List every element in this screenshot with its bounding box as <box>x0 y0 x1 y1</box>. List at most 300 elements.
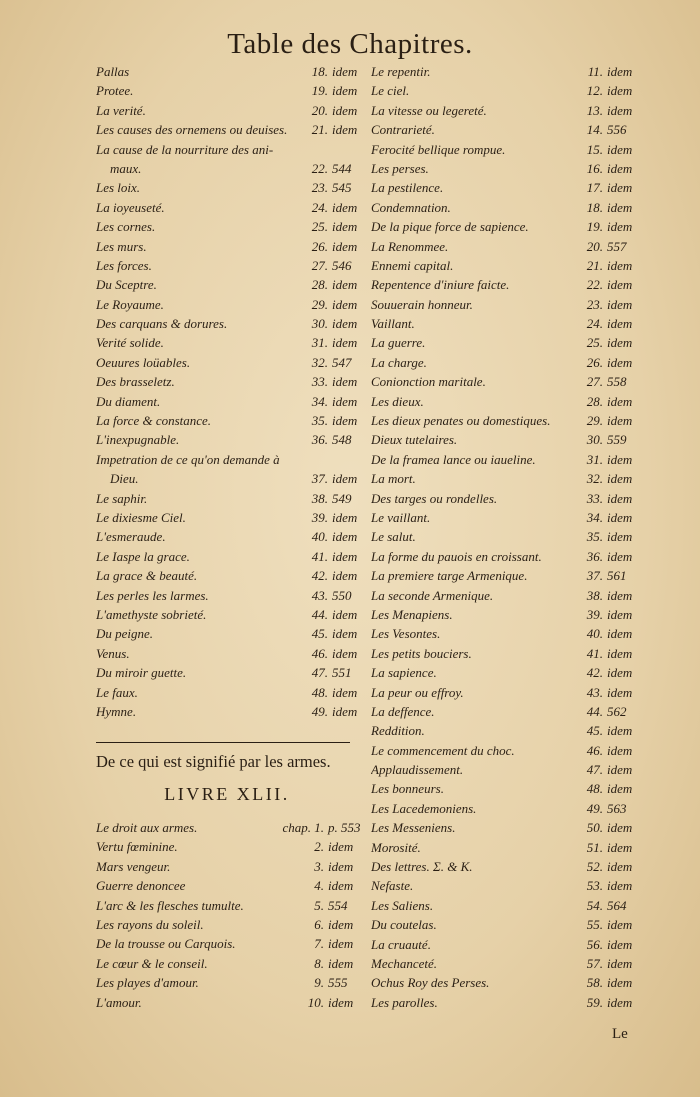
entry-chapter: 39. <box>311 509 328 525</box>
toc-entry <box>371 529 641 548</box>
toc-entry <box>96 549 362 568</box>
entry-title: Venus. <box>96 645 130 661</box>
toc-entry <box>371 335 641 354</box>
toc-entry <box>371 200 641 219</box>
entry-title: Le vaillant. <box>371 509 431 525</box>
entry-title: Du coutelas. <box>371 917 437 933</box>
entry-page: idem <box>332 606 358 622</box>
toc-entry <box>96 335 362 354</box>
entry-chapter: 21. <box>311 122 328 138</box>
toc-entry <box>96 471 362 490</box>
entry-page: 550 <box>332 587 352 603</box>
entry-title: Pallas <box>96 64 130 79</box>
entry-chapter: 36. <box>586 548 603 564</box>
toc-entry <box>371 239 641 258</box>
entry-title: Souuerain honneur. <box>371 296 473 312</box>
entry-chapter: 2. <box>314 839 324 855</box>
entry-page: idem <box>332 548 358 564</box>
entry-title: Le repentir. <box>371 64 431 79</box>
toc-entry <box>371 491 641 510</box>
entry-page: idem <box>607 781 633 797</box>
entry-title: L'esmeraude. <box>96 529 166 545</box>
entry-chapter: 33. <box>586 490 603 506</box>
entry-page: idem <box>332 509 358 525</box>
toc-entry <box>371 374 641 393</box>
toc-entry <box>96 297 362 316</box>
entry-chapter: 22. <box>311 160 328 176</box>
toc-entry <box>96 219 362 238</box>
entry-chapter: 53. <box>586 878 603 894</box>
toc-entry <box>96 258 362 277</box>
entry-page: idem <box>332 122 358 138</box>
entry-title: Les Messeniens. <box>371 820 456 836</box>
entry-title: Les causes des ornemens ou deuises. <box>96 122 288 138</box>
entry-chapter: 18. <box>311 64 328 79</box>
entry-chapter: 11. <box>587 64 603 79</box>
entry-page: idem <box>607 684 633 700</box>
entry-title: L'arc & les flesches tumulte. <box>96 897 244 913</box>
entry-title: Vertu fœminine. <box>96 839 178 855</box>
entry-title: La ioyeuseté. <box>96 199 165 215</box>
entry-title: Verité solide. <box>96 335 164 351</box>
entry-title: Du Sceptre. <box>96 277 157 293</box>
entry-chapter: 35. <box>311 413 328 429</box>
entry-chapter: 41. <box>586 645 603 661</box>
entry-page: idem <box>607 316 633 332</box>
toc-entry <box>371 103 641 122</box>
entry-chapter: 12. <box>586 83 603 99</box>
entry-title: Les Lacedemoniens. <box>371 800 477 816</box>
entry-chapter: 30. <box>586 432 603 448</box>
entry-page: idem <box>332 64 358 79</box>
entry-page: idem <box>607 878 633 894</box>
toc-entry <box>371 995 641 1014</box>
entry-title: De la pique force de sapience. <box>371 219 529 235</box>
entry-page: 559 <box>607 432 627 448</box>
entry-chapter: 32. <box>586 471 603 487</box>
toc-entry <box>96 374 362 393</box>
toc-entry <box>371 258 641 277</box>
entry-title: Le ciel. <box>371 83 410 99</box>
toc-entry <box>371 975 641 994</box>
entry-title: Les parolles. <box>371 994 438 1010</box>
toc-entry <box>96 239 362 258</box>
entry-title: maux. <box>110 160 142 176</box>
entry-title: Les Vesontes. <box>371 626 441 642</box>
entry-page: idem <box>332 374 358 390</box>
entry-page: idem <box>332 316 358 332</box>
toc-entry <box>371 471 641 490</box>
toc-entry <box>371 646 641 665</box>
entry-title: Les murs. <box>96 238 147 254</box>
toc-entry <box>96 64 362 83</box>
entry-page: 558 <box>607 374 627 390</box>
entry-chapter: 25. <box>311 219 328 235</box>
entry-chapter: 21. <box>586 257 603 273</box>
entry-page: idem <box>607 994 633 1010</box>
entry-page: 546 <box>332 257 352 273</box>
entry-title: La grace & beauté. <box>96 568 198 584</box>
toc-entry <box>96 491 362 510</box>
toc-entry <box>96 103 362 122</box>
entry-page: 556 <box>607 122 627 138</box>
entry-title: La peur ou effroy. <box>371 684 464 700</box>
toc-entry <box>371 607 641 626</box>
entry-page: idem <box>607 955 633 971</box>
catchword: Le <box>612 1026 628 1042</box>
entry-page: idem <box>607 626 633 642</box>
toc-entry <box>371 762 641 781</box>
toc-entry <box>371 937 641 956</box>
entry-chapter: 47. <box>586 762 603 778</box>
entry-page: idem <box>328 955 354 971</box>
entry-page: idem <box>607 413 633 429</box>
entry-page: idem <box>607 975 633 991</box>
entry-chapter: 44. <box>586 703 603 719</box>
entry-title: Vaillant. <box>371 316 415 332</box>
entry-chapter: 48. <box>311 684 328 700</box>
entry-page: idem <box>607 490 633 506</box>
entry-title: Reddition. <box>371 723 425 739</box>
entry-title: Les perles les larmes. <box>96 587 209 603</box>
entry-title: Les perses. <box>371 160 429 176</box>
toc-entry <box>371 704 641 723</box>
entry-title: La cause de la nourriture des ani- <box>96 141 274 157</box>
entry-page: idem <box>328 936 354 952</box>
entry-chapter: 45. <box>311 626 328 642</box>
entry-title: Contrarieté. <box>371 122 435 138</box>
entry-page: idem <box>332 626 358 642</box>
entry-page: idem <box>607 296 633 312</box>
entry-title: Le salut. <box>371 529 416 545</box>
entry-chapter: 38. <box>586 587 603 603</box>
toc-entry <box>371 840 641 859</box>
entry-chapter: 7. <box>314 936 324 952</box>
entry-chapter: 26. <box>586 354 603 370</box>
entry-title: Conionction maritale. <box>371 374 486 390</box>
toc-entry <box>96 161 362 180</box>
toc-entry <box>96 665 362 684</box>
entry-page: idem <box>607 936 633 952</box>
toc-entry <box>371 219 641 238</box>
entry-chapter: 24. <box>586 316 603 332</box>
entry-title: De la framea lance ou iaueline. <box>371 451 536 467</box>
toc-entry <box>371 898 641 917</box>
toc-entry <box>96 878 362 897</box>
entry-chapter: 49. <box>311 703 328 719</box>
entry-page: idem <box>328 858 354 874</box>
entry-chapter: 27. <box>586 374 603 390</box>
entry-title: La Renommee. <box>371 238 449 254</box>
entry-page: 548 <box>332 432 352 448</box>
entry-title: Mechanceté. <box>371 955 438 971</box>
entry-page: 549 <box>332 490 352 506</box>
toc-entry <box>371 297 641 316</box>
toc-entry <box>96 936 362 955</box>
entry-chapter: 31. <box>311 335 328 351</box>
entry-title: Dieu. <box>110 471 139 487</box>
entry-page: idem <box>607 606 633 622</box>
entry-page: idem <box>332 568 358 584</box>
entry-chapter: 34. <box>311 393 328 409</box>
entry-title: Hymne. <box>96 703 137 719</box>
entry-chapter: 35. <box>586 529 603 545</box>
entry-page: idem <box>607 219 633 235</box>
entry-page: idem <box>607 141 633 157</box>
entry-page: 563 <box>607 800 627 816</box>
entry-chapter: 59. <box>586 994 603 1010</box>
entry-chapter: 40. <box>311 529 328 545</box>
entry-title: Le saphir. <box>96 490 148 506</box>
entry-page: 564 <box>607 897 627 913</box>
entry-page: idem <box>332 83 358 99</box>
entry-title: L'inexpugnable. <box>96 432 180 448</box>
entry-title: Le droit aux armes. <box>96 820 198 835</box>
entry-page: idem <box>328 839 354 855</box>
toc-entry <box>371 588 641 607</box>
entry-page: idem <box>607 451 633 467</box>
toc-entry <box>371 64 641 83</box>
entry-chapter: 16. <box>586 160 603 176</box>
entry-title: La cruauté. <box>371 936 431 952</box>
entry-chapter: 22. <box>586 277 603 293</box>
toc-entry <box>371 626 641 645</box>
entry-page: idem <box>332 102 358 118</box>
entry-title: La deffence. <box>371 703 435 719</box>
entry-title: Morosité. <box>371 839 421 855</box>
section-heading: De ce qui est signifié par les armes. <box>96 752 331 771</box>
entry-title: La force & constance. <box>96 413 212 429</box>
entry-title: Les dieux. <box>371 393 424 409</box>
entry-page: idem <box>332 199 358 215</box>
entry-chapter: 10. <box>307 994 324 1010</box>
entry-title: Les Saliens. <box>371 897 434 913</box>
entry-title: Des brasseletz. <box>96 374 175 390</box>
entry-chapter: 6. <box>314 916 324 932</box>
entry-chapter: 13. <box>586 102 603 118</box>
entry-title: La pestilence. <box>371 180 444 196</box>
entry-title: Les forces. <box>96 257 152 273</box>
toc-entry <box>371 413 641 432</box>
entry-chapter: 3. <box>314 858 324 874</box>
toc-entry <box>96 432 362 451</box>
entry-title: La sapience. <box>371 665 437 681</box>
entry-title: La charge. <box>371 354 427 370</box>
toc-entry <box>371 142 641 161</box>
entry-page: 545 <box>332 180 352 196</box>
entry-page: idem <box>607 587 633 603</box>
toc-entry <box>371 510 641 529</box>
entry-chapter: 37. <box>586 568 603 584</box>
entry-chapter: 15. <box>586 141 603 157</box>
toc-entry <box>371 161 641 180</box>
toc-entry <box>96 510 362 529</box>
entry-chapter: 56. <box>586 936 603 952</box>
entry-chapter: 47. <box>311 665 328 681</box>
entry-page: idem <box>332 684 358 700</box>
entry-page: 555 <box>328 975 348 991</box>
entry-title: Les petits bouciers. <box>371 645 472 661</box>
toc-entry <box>96 142 362 161</box>
toc-entry <box>96 355 362 374</box>
entry-page: idem <box>607 645 633 661</box>
toc-entry <box>96 277 362 296</box>
toc-entry <box>96 122 362 141</box>
entry-chapter: 9. <box>314 975 324 991</box>
entry-page: idem <box>332 335 358 351</box>
toc-entry <box>96 956 362 975</box>
entry-chapter: 48. <box>586 781 603 797</box>
entry-chapter: 4. <box>314 878 324 894</box>
entry-page: idem <box>607 335 633 351</box>
entry-page: idem <box>607 839 633 855</box>
entry-chapter: 26. <box>311 238 328 254</box>
entry-title: Ennemi capital. <box>371 257 454 273</box>
entry-chapter: 34. <box>586 509 603 525</box>
toc-entry <box>96 568 362 587</box>
entry-chapter: 46. <box>586 742 603 758</box>
entry-page: idem <box>328 994 354 1010</box>
entry-chapter: 46. <box>311 645 328 661</box>
entry-chapter: 52. <box>586 859 603 875</box>
entry-title: Le dixiesme Ciel. <box>96 509 186 525</box>
entry-chapter: 18. <box>586 199 603 215</box>
toc-entry <box>371 180 641 199</box>
entry-chapter: 28. <box>311 277 328 293</box>
entry-chapter: 29. <box>311 296 328 312</box>
toc-entry <box>371 432 641 451</box>
toc-entry <box>96 898 362 917</box>
entry-chapter: 27. <box>311 257 328 273</box>
entry-page: idem <box>607 393 633 409</box>
toc-entry <box>371 743 641 762</box>
entry-title: La premiere targe Armenique. <box>371 568 528 584</box>
entry-chapter: 41. <box>311 548 328 564</box>
toc-entry <box>96 394 362 413</box>
entry-title: Les playes d'amour. <box>96 975 199 991</box>
entry-title: La forme du pauois en croissant. <box>371 548 542 564</box>
entry-chapter: 38. <box>311 490 328 506</box>
entry-page: idem <box>332 238 358 254</box>
entry-title: Des carquans & dorures. <box>96 316 228 332</box>
toc-entry <box>96 685 362 704</box>
entry-title: Le commencement du choc. <box>371 742 515 758</box>
entry-title: La guerre. <box>371 335 426 351</box>
entry-page: idem <box>332 393 358 409</box>
entry-page: idem <box>332 703 358 719</box>
entry-page: idem <box>607 548 633 564</box>
entry-chapter: 44. <box>311 606 328 622</box>
entry-page: idem <box>607 354 633 370</box>
entry-chapter: 37. <box>311 471 328 487</box>
entry-chapter: 55. <box>586 917 603 933</box>
entry-page: idem <box>607 277 633 293</box>
toc-entry <box>96 704 362 723</box>
entry-page: idem <box>607 723 633 739</box>
entry-title: La verité. <box>96 102 146 118</box>
toc-entry <box>96 588 362 607</box>
entry-chapter: 25. <box>586 335 603 351</box>
entry-chapter: 43. <box>311 587 328 603</box>
entry-page: idem <box>607 180 633 196</box>
entry-title: Dieux tutelaires. <box>371 432 458 448</box>
entry-page: idem <box>607 820 633 836</box>
entry-page: 544 <box>332 160 352 176</box>
entry-page: 557 <box>607 238 627 254</box>
entry-title: Les dieux penates ou domestiques. <box>371 413 551 429</box>
entry-page: idem <box>607 199 633 215</box>
toc-entry <box>96 820 362 839</box>
toc-entry <box>96 917 362 936</box>
entry-chapter: 51. <box>586 839 603 855</box>
toc-entry <box>96 995 362 1014</box>
entry-chapter: 45. <box>586 723 603 739</box>
entry-title: Les cornes. <box>96 219 156 235</box>
entry-chapter: 19. <box>586 219 603 235</box>
entry-chapter: chap. 1. <box>282 820 324 835</box>
entry-page: idem <box>332 296 358 312</box>
entry-title: Le faux. <box>96 684 138 700</box>
entry-chapter: 8. <box>314 955 324 971</box>
entry-chapter: 58. <box>586 975 603 991</box>
toc-entry <box>371 820 641 839</box>
toc-entry <box>96 607 362 626</box>
toc-entry <box>371 665 641 684</box>
toc-entry <box>96 859 362 878</box>
entry-chapter: 30. <box>311 316 328 332</box>
entry-page: idem <box>607 160 633 176</box>
entry-title: Applaudissement. <box>371 762 464 778</box>
toc-entry <box>96 200 362 219</box>
toc-entry <box>96 413 362 432</box>
entry-chapter: 54. <box>586 897 603 913</box>
entry-page: idem <box>607 665 633 681</box>
entry-title: Protee. <box>96 83 134 99</box>
left-column <box>96 64 362 723</box>
entry-page: idem <box>328 878 354 894</box>
entry-chapter: 42. <box>311 568 328 584</box>
entry-chapter: 23. <box>586 296 603 312</box>
toc-entry <box>371 956 641 975</box>
entry-chapter: 19. <box>311 83 328 99</box>
entry-title: Ferocité bellique rompue. <box>371 141 506 157</box>
entry-title: Du miroir guette. <box>96 665 187 681</box>
entry-title: Oeuures loüables. <box>96 354 191 370</box>
entry-title: La vitesse ou legereté. <box>371 102 487 118</box>
entry-chapter: 57. <box>586 955 603 971</box>
toc-entry <box>371 723 641 742</box>
entry-chapter: 42. <box>586 665 603 681</box>
book-label: LIVRE XLII. <box>164 784 290 804</box>
entry-chapter: 40. <box>586 626 603 642</box>
entry-page: idem <box>607 83 633 99</box>
entry-page: idem <box>607 742 633 758</box>
toc-entry <box>371 859 641 878</box>
entry-chapter: 49. <box>586 800 603 816</box>
toc-entry <box>96 626 362 645</box>
entry-chapter: 43. <box>586 684 603 700</box>
page-title: Table des Chapitres. <box>227 28 473 60</box>
entry-title: Des targes ou rondelles. <box>371 490 498 506</box>
entry-chapter: 31. <box>586 451 603 467</box>
entry-title: Du peigne. <box>96 626 154 642</box>
toc-entry <box>96 180 362 199</box>
entry-title: Nefaste. <box>371 878 414 894</box>
toc-entry <box>371 568 641 587</box>
entry-title: Les Menapiens. <box>371 606 453 622</box>
right-column <box>371 64 641 1014</box>
toc-entry <box>371 83 641 102</box>
